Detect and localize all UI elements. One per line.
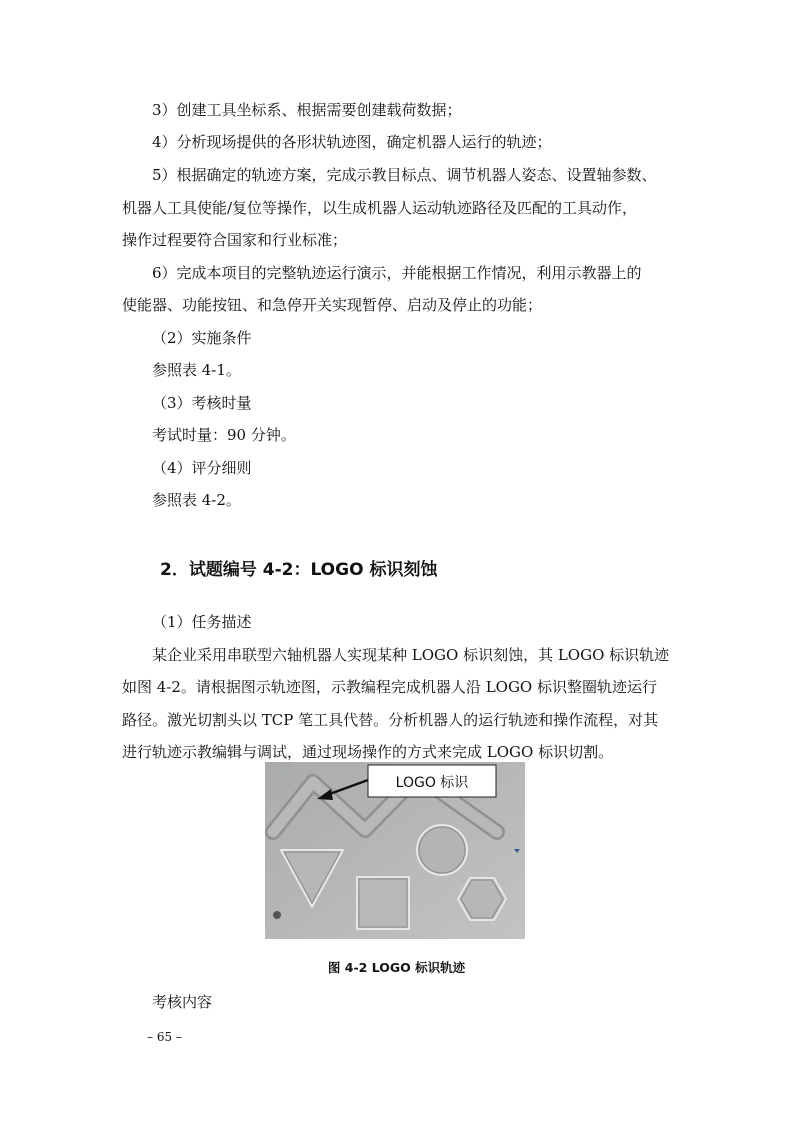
list-item-5-line1: 5）根据确定的轨迹方案，完成示教目标点、调节机器人姿态、设置轴参数、 xyxy=(152,166,657,184)
list-item-5-line2: 机器人工具使能/复位等操作，以生成机器人运动轨迹路径及匹配的工具动作， xyxy=(122,199,638,217)
logo-trajectory-image xyxy=(265,762,525,939)
subheading-task: （1）任务描述 xyxy=(152,613,252,631)
logo-callout-label: LOGO 标识 xyxy=(395,775,469,791)
list-item-4: 4）分析现场提供的各形状轨迹图，确定机器人运行的轨迹； xyxy=(152,133,552,151)
figure-caption: 图 4-2 LOGO 标识轨迹 xyxy=(327,960,466,975)
section-heading: 2．试题编号 4-2：LOGO 标识刻蚀 xyxy=(160,560,438,580)
subheading-scoring: （4）评分细则 xyxy=(152,459,252,477)
conditions-text: 参照表 4-1。 xyxy=(152,361,241,379)
list-item-3: 3）创建工具坐标系、根据需要创建载荷数据； xyxy=(152,101,462,119)
list-item-6-line1: 6）完成本项目的完整轨迹运行演示，并能根据工作情况，利用示教器上的 xyxy=(152,264,642,282)
logo-trajectory-figure xyxy=(265,762,525,939)
task-line3: 路径。激光切割头以 TCP 笔工具代替。分析机器人的运行轨迹和操作流程，对其 xyxy=(122,711,659,729)
task-line4: 进行轨迹示教编辑与调试，通过现场操作的方式来完成 LOGO 标识切割。 xyxy=(122,743,614,761)
task-line2: 如图 4-2。请根据图示轨迹图，示教编程完成机器人沿 LOGO 标识整圈轨迹运行 xyxy=(122,678,658,696)
list-item-5-line3: 操作过程要符合国家和行业标准； xyxy=(122,231,348,249)
scoring-text: 参照表 4-2。 xyxy=(152,491,241,509)
duration-text: 考试时量：90 分钟。 xyxy=(152,426,296,444)
subheading-conditions: （2）实施条件 xyxy=(152,329,252,347)
page-number: – 65 – xyxy=(147,1030,182,1044)
task-line1: 某企业采用串联型六轴机器人实现某种 LOGO 标识刻蚀，其 LOGO 标识轨迹 xyxy=(152,646,670,664)
list-item-6-line2: 使能器、功能按钮、和急停开关实现暂停、启动及停止的功能； xyxy=(122,296,543,314)
trailing-heading: 考核内容 xyxy=(152,993,213,1011)
subheading-duration: （3）考核时量 xyxy=(152,394,252,412)
